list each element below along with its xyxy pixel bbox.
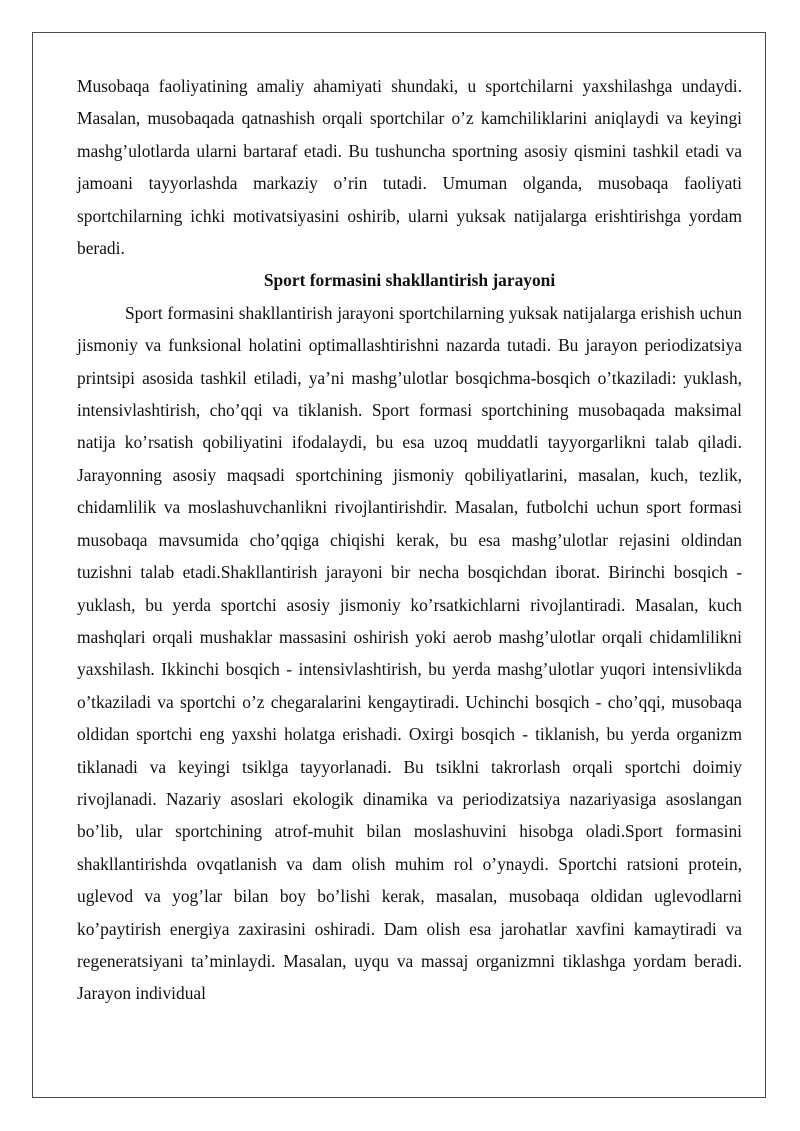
body-paragraph: Sport formasini shakllantirish jarayoni sportchilarning yuksak natijalarga erishish uchun jismoniy va funksional holatini optimallashtirishni nazarda tutadi. Bu jarayon periodizatsiya printsipi asosida tashkil etiladi, ya’ni mashg’ulotlar bosqichma-bosqich o’tkaziladi: yuklash, intensivlashtirish, cho’qqi va tiklanish. Sport formasi sportchining musobaqada maksimal natija ko’rsatish qobiliyatini ifodalaydi, bu esa uzoq muddatli tayyorgarlikni talab qiladi. Jarayonning asosiy maqsadi sportchining jismoniy qobiliyatlarini, masalan, kuch, tezlik, chidamlilik va moslashuvchanlikni rivojlantirishdir. Masalan, futbolchi uchun sport formasi musobaqa mavsumida cho’qqiga chiqishi kerak, bu esa mashg’ulotlar rejasini oldindan tuzishni talab etadi.Shakllantirish jarayoni bir necha bosqichdan iborat. Birinchi bosqich - yuklash, bu yerda sportchi asosiy jismoniy ko’rsatkichlarni rivojlantiradi. Masalan, kuch mashqlari orqali mushaklar massasini oshirish yoki aerob mashg’ulotlar orqali chidamlilikni yaxshilash. Ikkinchi bosqich - intensivlashtirish, bu yerda mashg’ulotlar yuqori intensivlikda o’tkaziladi va sportchi o’z chegaralarini kengaytiradi. Uchinchi bosqich - cho’qqi, musobaqa oldidan sportchi eng yaxshi holatga erishadi. Oxirgi bosqich - tiklanish, bu yerda organizm tiklanadi va keyingi tsiklga tayyorlanadi. Bu tsiklni takrorlash orqali sportchi doimiy rivojlanadi. Nazariy asoslari ekologik dinamika va periodizatsiya nazariyasiga asoslangan bo’lib, ular sportchining atrof-muhit bilan moslashuvini hisobga oladi.Sport formasini shakllantirishda ovqatlanish va dam olish muhim rol o’ynaydi. Sportchi ratsioni protein, uglevod va yog’lar bilan boy bo’lishi kerak, masalan, musobaqa oldidan uglevodlarni ko’paytirish energiya zaxirasini oshiradi. Dam olish esa jarohatlar xavfini kamaytiradi va regeneratsiyani ta’minlaydi. Masalan, uyqu va massaj organizmni tiklashga yordam beradi. Jarayon individual [77,302,742,1004]
document-body [77,70,742,1010]
section-heading: Sport formasini shakllantirish jarayoni [263,270,556,291]
intro-paragraph: Musobaqa faoliyatining amaliy ahamiyati shundaki, u sportchilarni yaxshilashga undaydi. Masalan, musobaqada qatnashish orqali sportchilar o’z kamchiliklarini aniqlaydi va keyingi mashg’ulotlarda ularni bartaraf etadi. Bu tushuncha sportning asosiy qismini tashkil etadi va jamoani tayyorlashda markaziy o’rin tutadi. Umuman olganda, musobaqa faoliyati sportchilarning ichki motivatsiyasini oshirib, ularni yuksak natijalarga erishtirishga yordam beradi. [77,76,742,259]
